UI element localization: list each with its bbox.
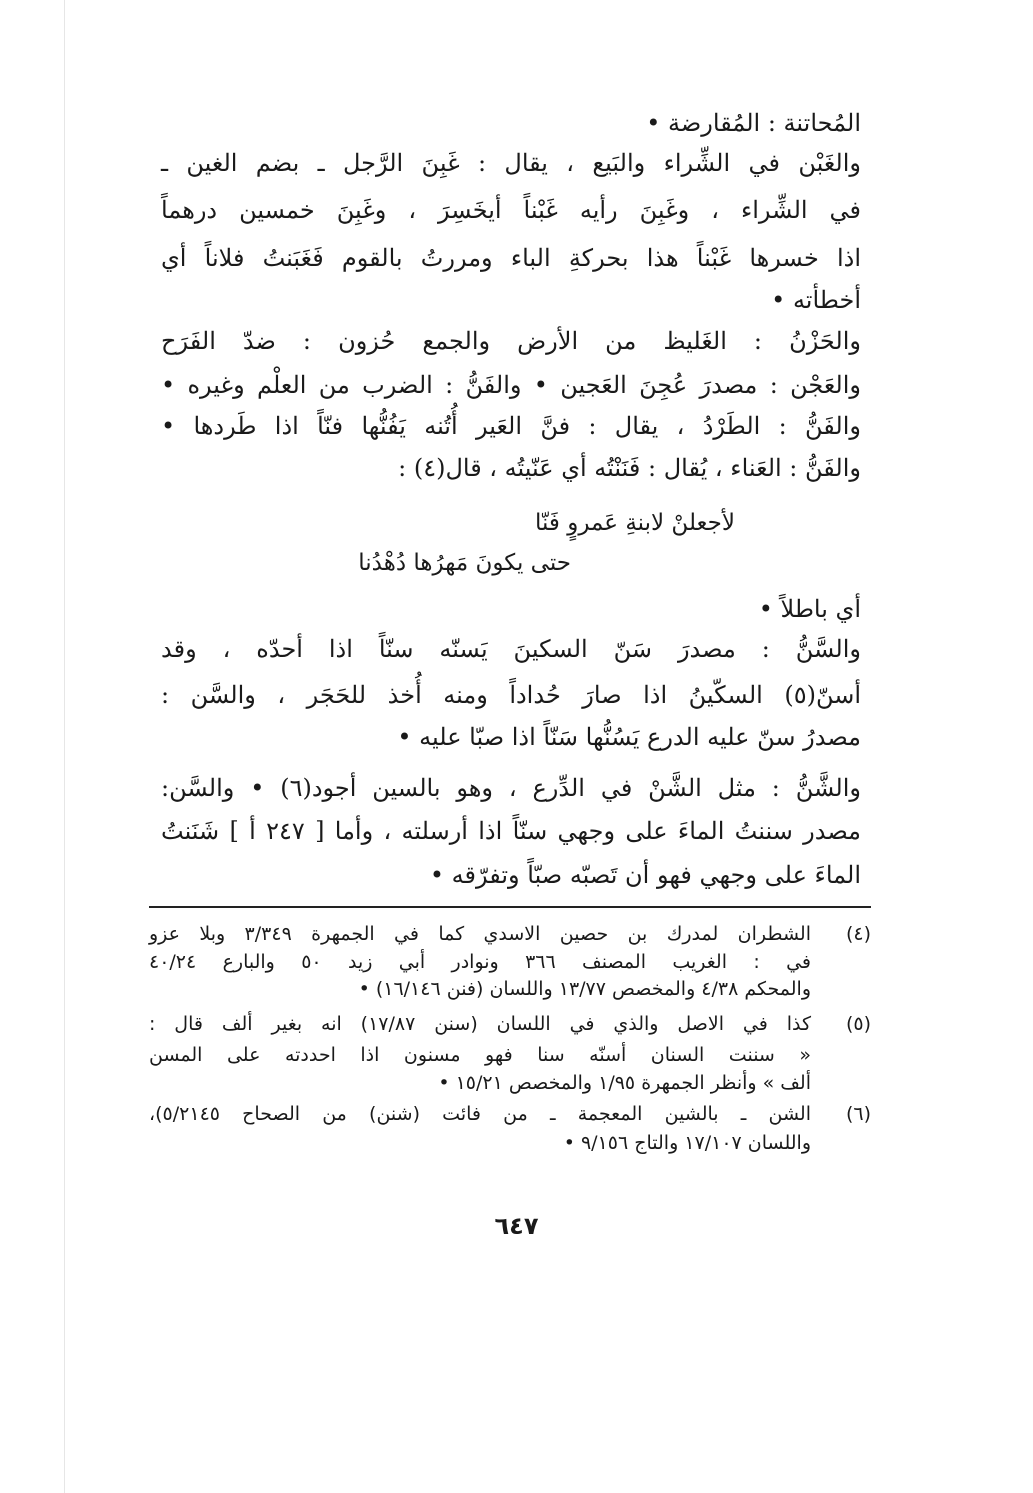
body-line: في الشِّراء ، وغَبِنَ رأيه غَبْناً أيخَسِرَ ، وغَبِنَ خمسين درهماً — [161, 196, 861, 224]
verse-hemistich-first: لأجعلنْ لابنةِ عَمروٍ فَنّا — [534, 510, 735, 536]
body-line: مصدر سننتُ الماءَ على وجهي سنّاً اذا أرسلته ، وأما [ ٢٤٧ أ ] شَنَنتُ — [161, 817, 862, 845]
body-line: مصدرُ سنّ عليه الدرع يَسُنُّها سَنّاً اذا صبّا عليه • — [397, 723, 861, 751]
footnote-line: والمحكم ٤/٣٨ والمخصص ١٣/٧٧ واللسان (فنن ١٦/١٤٦) • — [358, 978, 811, 1000]
body-line: الماءَ على وجهي فهو أن تَصبّه صبّاً وتفرّقه • — [429, 861, 861, 889]
footnote-line: الشطران لمدرك بن حصين الاسدي كما في الجمهرة ٣/٣٤٩ وبلا عزو — [149, 923, 811, 945]
footnote-4-cont — [149, 950, 871, 974]
page-number: ٦٤٧ — [494, 1212, 539, 1240]
footnote-5 — [149, 1012, 871, 1036]
body-line: والفَنُّ : العَناء ، يُقال : فَنَنْتُه أي عَنّيتُه ، قال(٤) : — [398, 454, 861, 482]
footnote-6-cont — [149, 1131, 871, 1155]
footnote-line: « سننت السنان أسنّه سنا فهو مسنون اذا احددته على المسن — [149, 1044, 811, 1066]
verse-hemistich-second: حتى يكونَ مَهرُها دُهْدُنا — [358, 550, 571, 576]
footnote-number: (٥) — [845, 1013, 871, 1035]
footnote-5-cont — [149, 1071, 871, 1095]
footnote-line: كذا في الاصل والذي في اللسان (سنن ١٧/٨٧) انه بغير ألف قال : — [149, 1013, 811, 1035]
footnote-line: ألف » وأنظر الجمهرة ١/٩٥ والمخصص ١٥/٢١ • — [438, 1072, 811, 1094]
body-line: والعَجْن : مصدرَ عُجِنَ العَجين • والفَنُّ : الضرب من العلْم وغيره • — [161, 371, 861, 399]
body-line: اذا خسرها غَبْناً هذا بحركةِ الباء ومررتُ بالقوم فَغَبَنتُ فلاناً أي — [161, 244, 861, 272]
body-line: أي باطلاً • — [758, 595, 861, 623]
footnote-number: (٦) — [845, 1103, 871, 1125]
body-line: المُحاتنة : المُقارضة • — [646, 109, 861, 137]
footnote-line: في : الغريب المصنف ٣٦٦ ونوادر أبي زيد ٥٠ والبارع ٤٠/٢٤ — [149, 951, 812, 973]
footnote-5-cont — [149, 1043, 871, 1067]
body-line: والفَنُّ : الطَرْدُ ، يقال : فنَّ العَير أُتُنه يَفُنُّها فنّاً اذا طَردها • — [161, 412, 861, 440]
body-line: والغَبْن في الشِّراء والبَيع ، يقال : غَبِنَ الرَّجل ـ بضم الغين ـ — [161, 149, 861, 177]
body-line: أسنّ(٥) السكّينُ اذا صارَ حُداداً ومنه أُخذ للحَجَر ، والسَّن : — [161, 681, 861, 709]
footnote-separator — [149, 906, 871, 908]
body-line: والشَّنُّ : مثل الشَّنْ في الدِّرع ، وهو بالسين أجود(٦) • والسَّن: — [161, 774, 861, 802]
body-line: والسَّنُّ : مصدرَ سَنّ السكينَ يَسنّه سنّاً اذا أحدّه ، وقد — [161, 635, 862, 663]
body-line: أخطأته • — [771, 286, 861, 314]
footnote-6 — [149, 1102, 871, 1126]
page-edge-shadow — [64, 0, 65, 1493]
footnote-line: الشن ـ بالشين المعجمة ـ من فائت (شنن) من الصحاح ٥/٢١٤٥)، — [149, 1103, 811, 1125]
body-line: والحَزْنُ : الغَليظ من الأرض والجمع حُزون : ضدّ الفَرَح — [161, 327, 861, 355]
footnote-4 — [149, 922, 871, 946]
footnote-line: واللسان ١٧/١٠٧ والتاج ٩/١٥٦ • — [563, 1132, 811, 1154]
footnote-4-cont — [149, 977, 871, 1001]
footnote-number: (٤) — [845, 923, 871, 945]
